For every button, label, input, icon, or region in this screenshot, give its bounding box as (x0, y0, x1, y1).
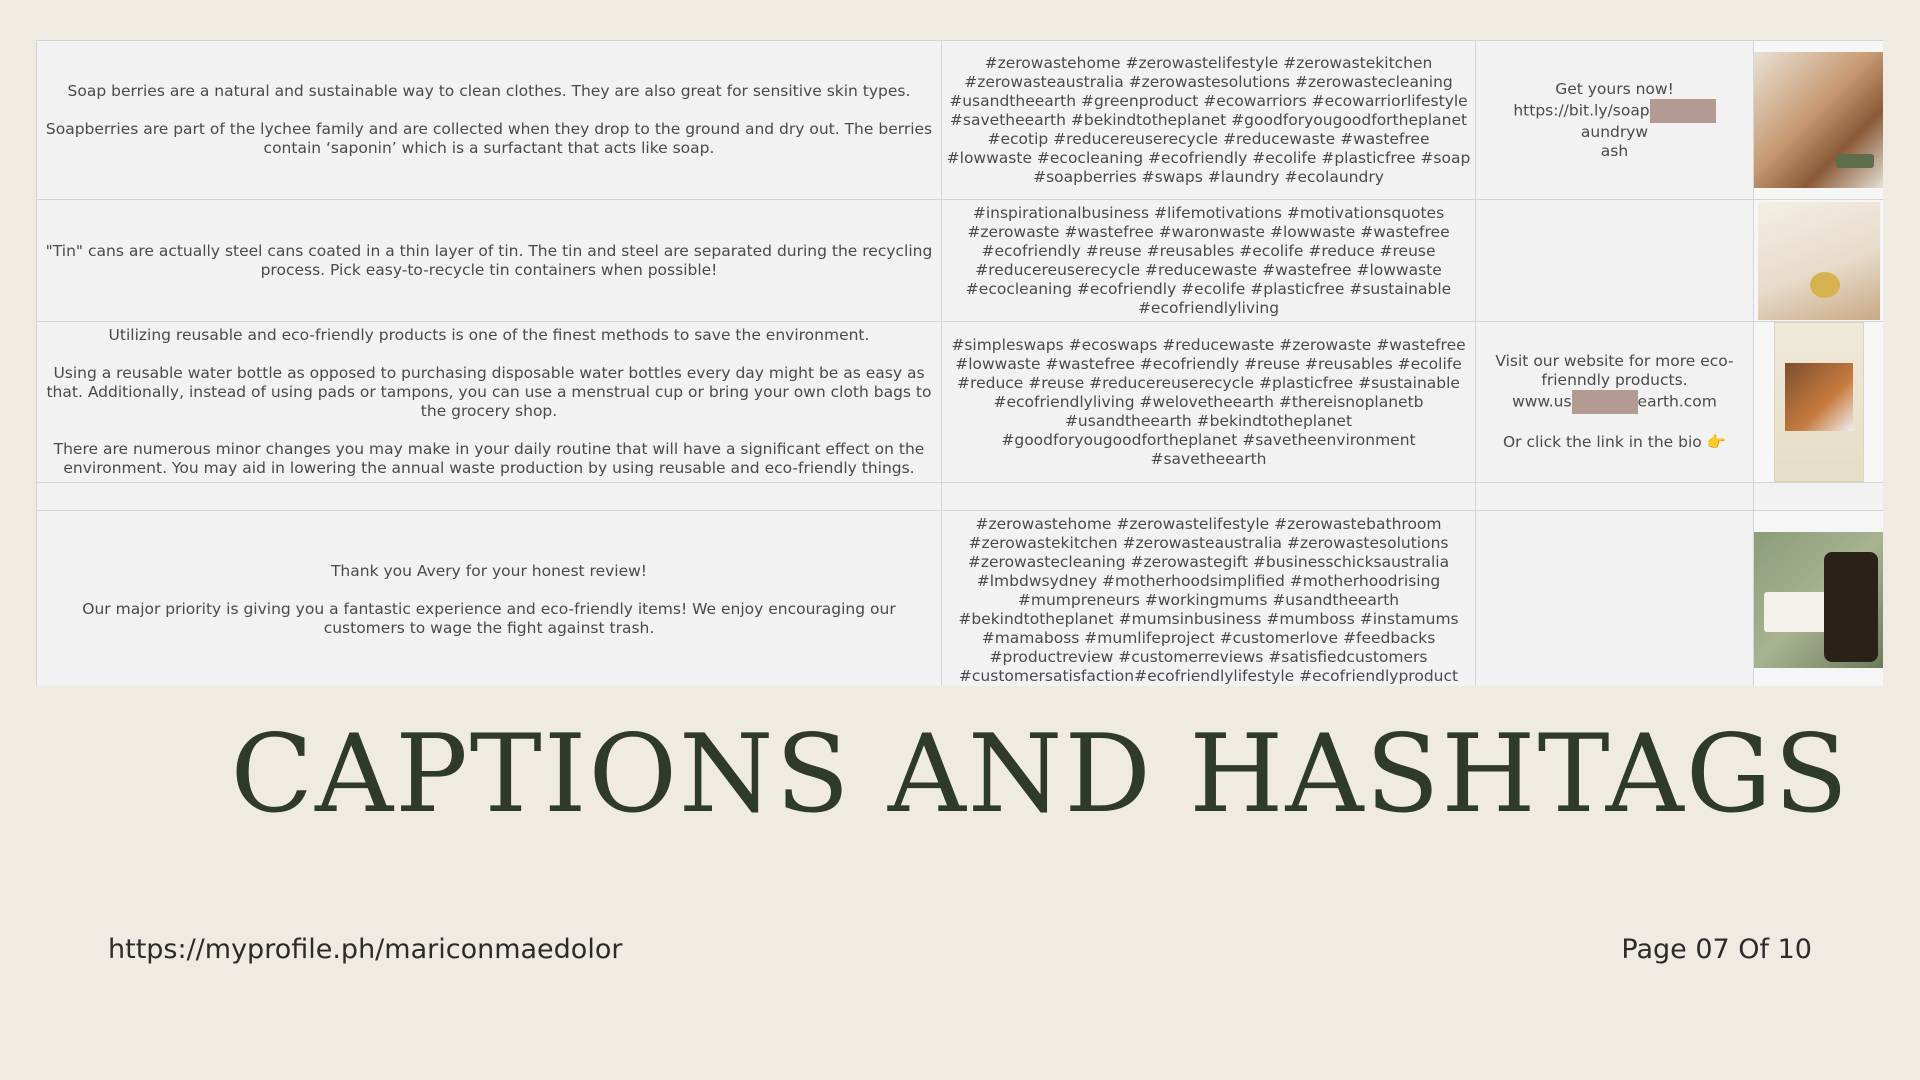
caption-paragraph: Soap berries are a natural and sustainable way to clean clothes. They are also great for sensitive skin types. (67, 82, 911, 100)
post-image-cell (1754, 511, 1884, 687)
tin-can-did-you-know-image (1758, 202, 1880, 320)
cta-link-tail[interactable]: ash (1600, 141, 1629, 160)
hashtags-cell: #zerowastehome #zerowastelifestyle #zerowastebathroom #zerowastekitchen #zerowasteaustralia #zerowastesolutions #zerowastecleaning #zerowastegift #businesschicksaustralia #lmbdwsydney #motherhoodsimplified #motherhoodrising #mumpreneurs #workingmums #usandtheearth #bekindtotheplanet #mumsinbusiness #mumboss #instamums #mamaboss #mumlifeproject #customerlove #feedbacks #productreview #customerreviews #satisfiedcustomers #customersatisfaction#ecofriendlylifestyle #ecofriendlyproduct (942, 511, 1476, 687)
caption-cell (37, 511, 942, 687)
table-row (37, 322, 1884, 483)
eco-friendly-products-image (1774, 322, 1864, 482)
post-image-cell (1754, 200, 1884, 322)
cta-link-start[interactable]: www.us (1512, 392, 1572, 411)
page-number: Page 07 Of 10 (1621, 934, 1812, 965)
bio-link-text: Or click the link in the bio (1502, 433, 1702, 451)
cta-link-end[interactable]: earth.com (1637, 392, 1717, 411)
redaction-box (1650, 99, 1716, 123)
hashtags-cell: #inspirationalbusiness #lifemotivations #motivationsquotes #zerowaste #wastefree #waronwaste #lowwaste #wastefree #ecofriendly #reuse #reusables #ecolife #reduce #reuse #reducereuserecycle #reducewaste #wastefree #lowwaste #ecocleaning #ecofriendly #ecolife #plasticfree #sustainable #ecofriendlyliving (942, 200, 1476, 322)
cta-link[interactable] (1480, 390, 1749, 414)
caption-paragraph: Utilizing reusable and eco-friendly products is one of the finest methods to save the environment. (108, 326, 870, 344)
table-row (37, 200, 1884, 322)
caption-paragraph: Soapberries are part of the lychee family and are collected when they drop to the ground and dry out. The berries contain ‘saponin’ which is a surfactant that acts like soap. (45, 120, 933, 157)
product-review-image (1754, 532, 1883, 668)
cta-cell (1476, 200, 1754, 322)
page-title: CAPTIONS AND HASHTAGS (230, 712, 1850, 837)
caption-paragraph: "Tin" cans are actually steel cans coated in a thin layer of tin. The tin and steel are separated during the recycling process. Pick easy-to-recycle tin containers when possible! (45, 241, 933, 279)
empty-cell (1476, 483, 1754, 511)
table-row (37, 41, 1884, 200)
profile-link[interactable]: https://myprofile.ph/mariconmaedolor (108, 934, 623, 965)
empty-cell (1754, 483, 1884, 511)
caption-cell (37, 41, 942, 200)
cta-link-end[interactable]: aundryw (1580, 122, 1649, 141)
caption-paragraph: Using a reusable water bottle as opposed to purchasing disposable water bottles every day might be as easy as that. Additionally, instead of using pads or tampons, you can use a menstrual cup or bring your own cloth bags to the grocery shop. (46, 364, 932, 420)
cta-cell (1476, 322, 1754, 483)
table-row (37, 483, 1884, 511)
cta-text: Get yours now! (1555, 79, 1674, 98)
captions-table (36, 40, 1883, 686)
soap-berries-product-image (1754, 52, 1883, 188)
redaction-box (1572, 390, 1638, 414)
content-calendar-sheet (36, 40, 1883, 686)
caption-cell (37, 322, 942, 483)
caption-paragraph: There are numerous minor changes you may make in your daily routine that will have a significant effect on the environment. You may aid in lowering the annual waste production by using reusable and eco-friendly things. (53, 440, 925, 477)
cta-link[interactable] (1480, 99, 1749, 142)
cta-link-start[interactable]: https://bit.ly/soap (1513, 101, 1650, 119)
cta-text: Visit our website for more eco-frienndly products. (1495, 352, 1734, 389)
caption-paragraph: Our major priority is giving you a fantastic experience and eco-friendly items! We enjoy encouraging our customers to wage the fight against trash. (82, 600, 896, 637)
cta-cell (1476, 41, 1754, 200)
caption-cell (37, 200, 942, 322)
caption-paragraph: Thank you Avery for your honest review! (330, 562, 648, 580)
post-image-cell (1754, 41, 1884, 200)
post-image-cell (1754, 322, 1884, 483)
empty-cell (37, 483, 942, 511)
empty-cell (942, 483, 1476, 511)
hashtags-cell: #simpleswaps #ecoswaps #reducewaste #zerowaste #wastefree #lowwaste #wastefree #ecofriendly #reuse #reusables #ecolife #reduce #reuse #reducereuserecycle #plasticfree #sustainable #ecofriendlyliving #welovetheearth #thereisnoplanetb #usandtheearth #bekindtotheplanet #goodforyougoodfortheplanet #savetheenvironment #savetheearth (942, 322, 1476, 483)
hashtags-cell: #zerowastehome #zerowastelifestyle #zerowastekitchen #zerowasteaustralia #zerowastesolutions #zerowastecleaning #usandtheearth #greenproduct #ecowarriors #ecowarriorlifestyle #savetheearth #bekindtotheplanet #goodforyougoodfortheplanet #ecotip #reducereuserecycle #reducewaste #wastefree #lowwaste #ecocleaning #ecofriendly #ecolife #plasticfree #soap #soapberries #swaps #laundry #ecolaundry (942, 41, 1476, 200)
table-row (37, 511, 1884, 687)
cta-cell (1476, 511, 1754, 687)
cta-bio-text (1480, 433, 1749, 452)
pointing-hand-icon: 👉 (1706, 433, 1727, 451)
